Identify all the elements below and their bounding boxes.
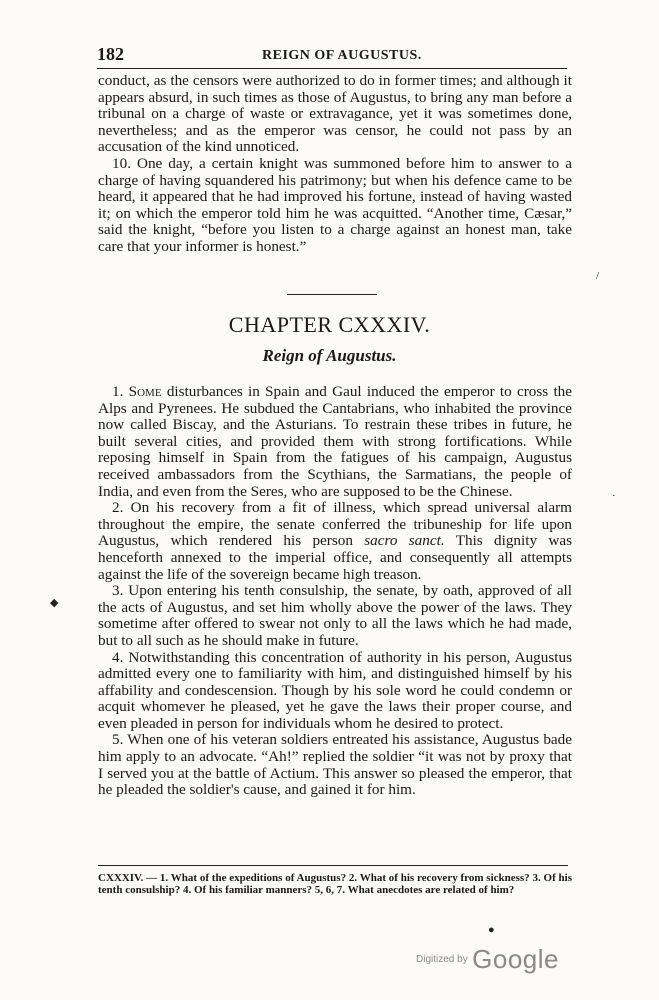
margin-mark: ● — [488, 924, 495, 936]
paragraph-2-text-end: This dignity was henceforth annexed to the imperial office, and consequently all attempts against the life of the sovereign became high treason. — [98, 532, 573, 583]
header-rule — [97, 68, 567, 69]
paragraph-2-text-start: 2. On his recovery from a fit of illness, which spread universal alarm throughout the empire, the senate conferred the tribuneship for life upon Augustus, which rendered his person — [98, 499, 572, 550]
continued-text-block — [98, 73, 572, 256]
page-number: 182 — [97, 44, 124, 64]
margin-mark: / — [596, 270, 600, 282]
paragraph-1-first-word: Some — [128, 383, 162, 400]
chapter-body — [98, 384, 572, 799]
paragraph-1 — [98, 384, 572, 500]
footnote-rule — [98, 865, 568, 866]
paragraph-5: 5. When one of his veteran soldiers entreated his assistance, Augustus bade him apply to an advocate. “Ah!” replied the soldier “it was not by proxy that I served you at the battle of Actium. This answer so pleased the emperor, that he pleaded the soldier's cause, and gained it for him. — [98, 731, 572, 799]
watermark-prefix: Digitized by — [416, 954, 468, 965]
margin-mark: ◆ — [50, 597, 59, 609]
digitized-watermark — [416, 944, 559, 975]
paragraph-continued: conduct, as the censors were authorized to do in former times; and although it appears absurd, in such times as those of Augustus, to bring any man before a tribunal on a charge of waste or extravagance, yet it was sometimes done, nevertheless; and as the emperor was censor, he could not pass by an accusation of the kind unnoticed. — [98, 72, 572, 156]
google-logo: Google — [472, 944, 559, 974]
chapter-divider — [287, 294, 377, 295]
paragraph-4: 4. Notwithstanding this concentration of authority in his person, Augustus admitted every one to familiarity with him, and distinguished himself by his affability and condescension. Though by his sole word he could condemn or acquit whomever he pleased, yet he gave the laws their proper course, and even pleaded in person for individuals whom he desired to protect. — [98, 648, 572, 732]
margin-mark: · — [612, 490, 616, 502]
chapter-subtitle: Reign of Augustus. — [262, 346, 397, 365]
paragraph-3: 3. Upon entering his tenth consulship, the senate, by oath, approved of all the acts of Augustus, and set him wholly above the power of the laws. They sometime after offered to swear not only to all the laws which he had made, but to all such as he should make in future. — [98, 582, 572, 649]
chapter-questions-footnote: CXXXIV. — 1. What of the expeditions of Augustus? 2. What of his recovery from sickness? 3. Of his tenth consulship? 4. Of his familiar manners? 5, 6, 7. What anecdotes are related of him? — [98, 872, 572, 896]
running-head: REIGN OF AUGUSTUS. — [262, 48, 422, 63]
paragraph-1-text: disturbances in Spain and Gaul induced the emperor to cross the Alps and Pyrenees. He subdued the Cantabrians, who inhabited the province now called Biscay, and the Asturians. To restrain these tribes in future, he built several cities, and provided them with strong fortifications. While reposing himself in Spain from the fatigues of his campaign, Augustus received ambassadors from the Scythians, the Sarmatians, the people of India, and even from the Seres, who are supposed to be the Chinese. — [98, 383, 572, 500]
chapter-title: CHAPTER CXXXIV. — [228, 312, 431, 337]
paragraph-10: 10. One day, a certain knight was summoned before him to answer to a charge of having squandered his patrimony; but when his defence came to be heard, it appeared that he had improved his fortune, instead of having wasted it; on which the emperor told him he was acquitted. “Another time, Cæsar,” said the knight, “before you listen to a charge against an honest man, take care that your informer is honest.” — [98, 154, 572, 255]
paragraph-2-italic-term: sacro sanct. — [364, 532, 445, 550]
paragraph-1-number: 1. — [112, 383, 124, 400]
paragraph-2 — [98, 500, 572, 583]
